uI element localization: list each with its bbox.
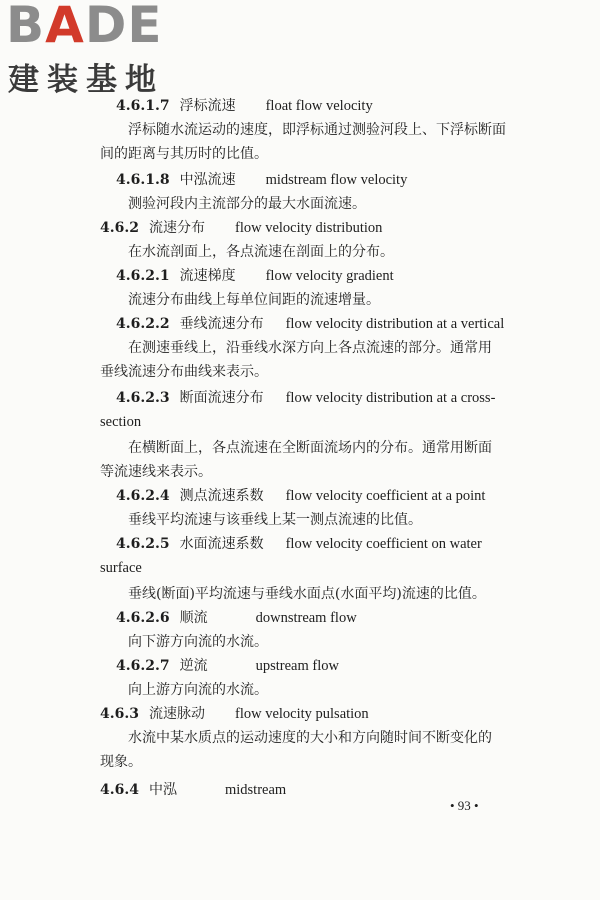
- section-number: 4.6.3: [100, 706, 139, 722]
- term-chinese: 测点流速系数: [179, 488, 264, 504]
- section-number: 4.6.2.3: [116, 390, 170, 406]
- page-number: • 93 •: [450, 798, 479, 813]
- definition-text: 测验河段内主流部分的最大水面流速。: [128, 196, 366, 212]
- term-heading: [116, 534, 482, 554]
- definition-continuation: 垂线流速分布曲线来表示。: [100, 364, 268, 380]
- definition-text: 在横断面上，各点流速在全断面流场内的分布。通常用断面: [128, 440, 492, 456]
- definition-text: 浮标随水流运动的速度，即浮标通过测验河段上、下浮标断面: [128, 122, 506, 138]
- section-number: 4.6.4: [100, 782, 139, 798]
- term-chinese: 流速脉动: [148, 706, 205, 722]
- definition-text: 水流中某水质点的运动速度的大小和方向随时间不断变化的: [128, 730, 492, 746]
- term-heading: [100, 704, 369, 724]
- term-english: flow velocity pulsation: [234, 706, 369, 722]
- definition-text: 在测速垂线上，沿垂线水深方向上各点流速的部分。通常用: [128, 340, 492, 356]
- term-english: flow velocity coefficient at a point: [285, 488, 486, 504]
- term-english: upstream flow: [255, 658, 339, 674]
- section-number: 4.6.2.2: [116, 316, 170, 332]
- section-number: 4.6.1.7: [116, 98, 170, 114]
- section-number: 4.6.2: [100, 220, 139, 236]
- term-english: flow velocity coefficient on water: [285, 536, 482, 552]
- logo: [6, 0, 181, 98]
- definition-text: 向下游方向流的水流。: [128, 634, 268, 650]
- definition-text: 向上游方向流的水流。: [128, 682, 268, 698]
- term-english: midstream: [224, 782, 287, 798]
- definition-continuation: section: [100, 414, 142, 430]
- term-chinese: 中泓: [148, 782, 177, 798]
- section-number: 4.6.2.6: [116, 610, 170, 626]
- section-number: 4.6.2.7: [116, 658, 170, 674]
- term-english: flow velocity distribution at a vertical: [285, 316, 505, 332]
- term-heading: [116, 96, 373, 116]
- term-chinese: 逆流: [179, 658, 208, 674]
- definition-continuation: 现象。: [100, 754, 142, 770]
- term-heading: [116, 314, 504, 334]
- term-chinese: 浮标流速: [179, 98, 236, 114]
- section-number: 4.6.2.5: [116, 536, 170, 552]
- section-number: 4.6.2.1: [116, 268, 170, 284]
- section-number: 4.6.2.4: [116, 488, 170, 504]
- term-english: float flow velocity: [265, 98, 373, 114]
- term-heading: [100, 218, 382, 238]
- term-english: midstream flow velocity: [265, 172, 408, 188]
- logo-subtitle: 建装基地: [8, 62, 164, 98]
- term-chinese: 流速梯度: [179, 268, 236, 284]
- definition-text: 垂线平均流速与该垂线上某一测点流速的比值。: [128, 512, 422, 528]
- definition-text: 在水流剖面上，各点流速在剖面上的分布。: [128, 244, 394, 260]
- definition-continuation: 等流速线来表示。: [100, 464, 212, 480]
- definition-continuation: surface: [100, 560, 142, 576]
- term-chinese: 顺流: [179, 610, 208, 626]
- definition-text: 垂线(断面)平均流速与垂线水面点(水面平均)流速的比值。: [128, 586, 486, 602]
- term-heading: [116, 170, 407, 190]
- definition-continuation: 间的距离与其历时的比值。: [100, 146, 268, 162]
- section-number: 4.6.1.8: [116, 172, 170, 188]
- term-heading: [116, 388, 495, 408]
- term-heading: [100, 780, 286, 800]
- term-english: flow velocity distribution at a cross-: [285, 390, 496, 406]
- term-chinese: 中泓流速: [179, 172, 236, 188]
- term-heading: [116, 656, 339, 676]
- term-chinese: 断面流速分布: [179, 390, 264, 406]
- term-english: flow velocity distribution: [234, 220, 383, 236]
- term-chinese: 垂线流速分布: [179, 316, 264, 332]
- logo-wordmark: BADE: [6, 0, 163, 54]
- term-heading: [116, 266, 394, 286]
- term-english: downstream flow: [255, 610, 357, 626]
- term-chinese: 水面流速系数: [179, 536, 264, 552]
- term-heading: [116, 608, 357, 628]
- term-chinese: 流速分布: [148, 220, 205, 236]
- term-english: flow velocity gradient: [265, 268, 394, 284]
- definition-text: 流速分布曲线上每单位间距的流速增量。: [128, 292, 380, 308]
- term-heading: [116, 486, 485, 506]
